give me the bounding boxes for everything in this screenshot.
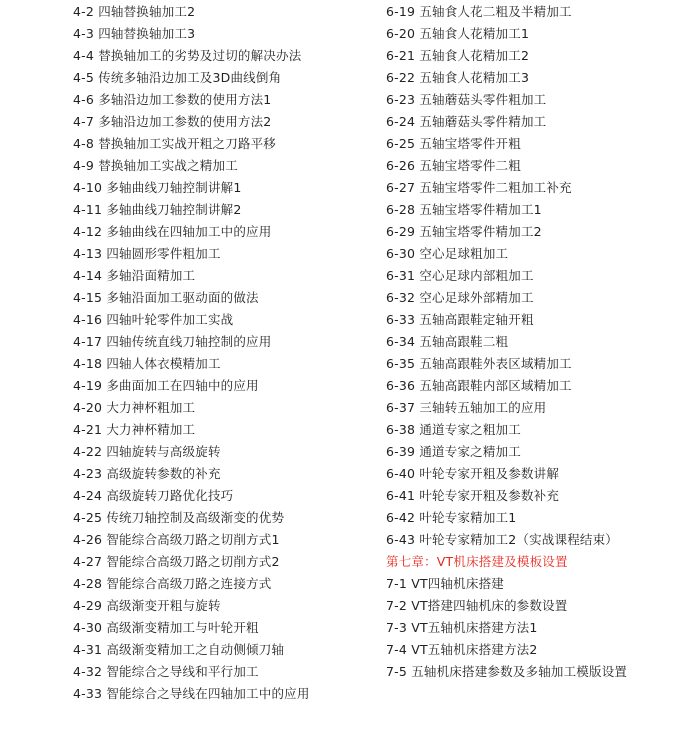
- lesson-item: 6-35 五轴高跟鞋外表区域精加工: [386, 356, 572, 371]
- lesson-item: 6-42 叶轮专家精加工1: [386, 510, 517, 525]
- lesson-item: 4-2 四轴替换轴加工2: [73, 4, 196, 19]
- lesson-item: 6-33 五轴高跟鞋定轴开粗: [386, 312, 534, 327]
- lesson-item: 4-28 智能综合高级刀路之连接方式: [73, 576, 272, 591]
- lesson-item: 6-32 空心足球外部精加工: [386, 290, 534, 305]
- lesson-item: 4-13 四轴圆形零件粗加工: [73, 246, 221, 261]
- lesson-list-right: [386, 1, 686, 683]
- lesson-item: 6-23 五轴蘑菇头零件粗加工: [386, 92, 547, 107]
- lesson-item: 7-3 VT五轴机床搭建方法1: [386, 620, 538, 635]
- lesson-item: 4-11 多轴曲线刀轴控制讲解2: [73, 202, 242, 217]
- lesson-item: 4-25 传统刀轴控制及高级渐变的优势: [73, 510, 285, 525]
- lesson-item: 6-19 五轴食人花二粗及半精加工: [386, 4, 572, 19]
- lesson-item: 4-16 四轴叶轮零件加工实战: [73, 312, 234, 327]
- lesson-item: 4-33 智能综合之导线在四轴加工中的应用: [73, 686, 310, 701]
- lesson-item: 6-21 五轴食人花精加工2: [386, 48, 530, 63]
- lesson-item: 6-34 五轴高跟鞋二粗: [386, 334, 509, 349]
- lesson-item: 4-26 智能综合高级刀路之切削方式1: [73, 532, 280, 547]
- lesson-item: 6-27 五轴宝塔零件二粗加工补充: [386, 180, 572, 195]
- lesson-item: 4-32 智能综合之导线和平行加工: [73, 664, 259, 679]
- lesson-item: 6-30 空心足球粗加工: [386, 246, 509, 261]
- lesson-item: 6-38 通道专家之粗加工: [386, 422, 521, 437]
- lesson-item: 4-29 高级渐变开粗与旋转: [73, 598, 221, 613]
- lesson-item: 6-24 五轴蘑菇头零件精加工: [386, 114, 547, 129]
- lesson-item: 4-22 四轴旋转与高级旋转: [73, 444, 221, 459]
- lesson-item: 4-19 多曲面加工在四轴中的应用: [73, 378, 259, 393]
- lesson-item: 4-21 大力神杯精加工: [73, 422, 196, 437]
- lesson-item: 6-31 空心足球内部粗加工: [386, 268, 534, 283]
- lesson-item: 6-36 五轴高跟鞋内部区域精加工: [386, 378, 572, 393]
- lesson-item: 4-6 多轴沿边加工参数的使用方法1: [73, 92, 272, 107]
- lesson-item: 4-7 多轴沿边加工参数的使用方法2: [73, 114, 272, 129]
- lesson-item: 6-39 通道专家之精加工: [386, 444, 521, 459]
- lesson-item: 6-37 三轴转五轴加工的应用: [386, 400, 547, 415]
- lesson-item: 4-5 传统多轴沿边加工及3D曲线倒角: [73, 70, 282, 85]
- lesson-item: 7-4 VT五轴机床搭建方法2: [386, 642, 538, 657]
- lesson-list-left: [73, 1, 373, 705]
- lesson-item: 4-30 高级渐变精加工与叶轮开粗: [73, 620, 259, 635]
- lesson-item: 6-29 五轴宝塔零件精加工2: [386, 224, 542, 239]
- lesson-item: 4-24 高级旋转刀路优化技巧: [73, 488, 234, 503]
- lesson-item: 4-14 多轴沿面精加工: [73, 268, 196, 283]
- lesson-item: 6-26 五轴宝塔零件二粗: [386, 158, 521, 173]
- lesson-item: 4-15 多轴沿面加工驱动面的做法: [73, 290, 259, 305]
- chapter-heading: 第七章：VT机床搭建及模板设置: [386, 554, 568, 569]
- lesson-item: 4-20 大力神杯粗加工: [73, 400, 196, 415]
- lesson-item: 4-23 高级旋转参数的补充: [73, 466, 221, 481]
- lesson-item: 7-5 五轴机床搭建参数及多轴加工模版设置: [386, 664, 628, 679]
- lesson-item: 4-8 替换轴加工实战开粗之刀路平移: [73, 136, 276, 151]
- lesson-item: 7-1 VT四轴机床搭建: [386, 576, 504, 591]
- lesson-item: 4-10 多轴曲线刀轴控制讲解1: [73, 180, 242, 195]
- lesson-item: 4-31 高级渐变精加工之自动侧倾刀轴: [73, 642, 285, 657]
- lesson-item: 4-18 四轴人体衣模精加工: [73, 356, 221, 371]
- lesson-item: 4-4 替换轴加工的劣势及过切的解决办法: [73, 48, 302, 63]
- lesson-item: 6-43 叶轮专家精加工2（实战课程结束）: [386, 532, 618, 547]
- lesson-item: 7-2 VT搭建四轴机床的参数设置: [386, 598, 568, 613]
- lesson-item: 6-22 五轴食人花精加工3: [386, 70, 530, 85]
- lesson-item: 4-12 多轴曲线在四轴加工中的应用: [73, 224, 272, 239]
- lesson-item: 4-27 智能综合高级刀路之切削方式2: [73, 554, 280, 569]
- lesson-item: 4-3 四轴替换轴加工3: [73, 26, 196, 41]
- lesson-item: 6-40 叶轮专家开粗及参数讲解: [386, 466, 560, 481]
- lesson-item: 4-17 四轴传统直线刀轴控制的应用: [73, 334, 272, 349]
- lesson-item: 6-28 五轴宝塔零件精加工1: [386, 202, 542, 217]
- lesson-item: 6-41 叶轮专家开粗及参数补充: [386, 488, 560, 503]
- lesson-item: 6-20 五轴食人花精加工1: [386, 26, 530, 41]
- lesson-item: 4-9 替换轴加工实战之精加工: [73, 158, 238, 173]
- lesson-item: 6-25 五轴宝塔零件开粗: [386, 136, 521, 151]
